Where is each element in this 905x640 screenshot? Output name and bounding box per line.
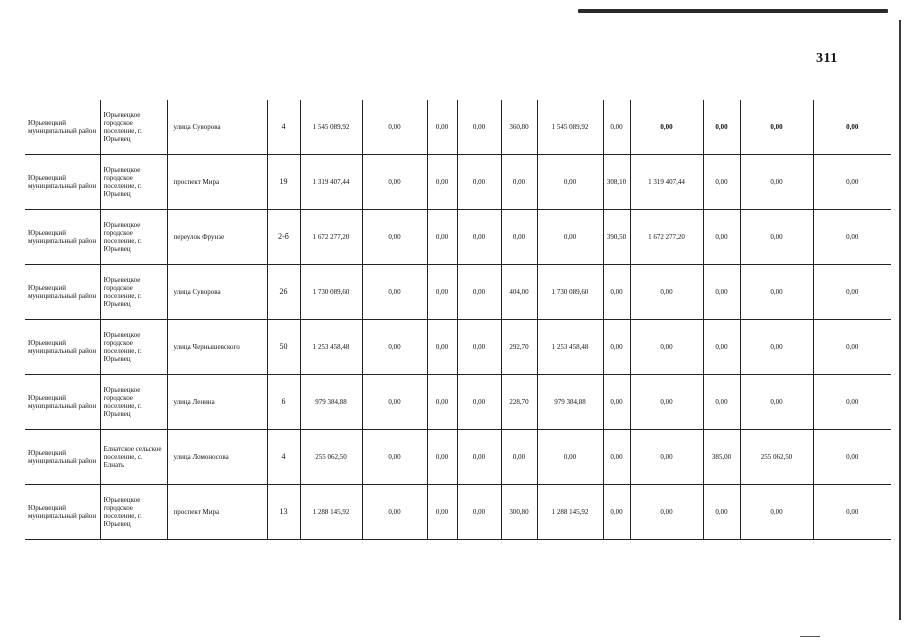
value-cell: 0,00: [362, 265, 427, 320]
cost-cell: 255 062,50: [740, 430, 813, 485]
area-cell: 0,00: [703, 155, 740, 210]
settlement-cell: Юрьевецкое городское поселение, г. Юрьевец: [100, 320, 167, 375]
value-cell: 0,00: [427, 265, 457, 320]
cost-cell: 0,00: [740, 155, 813, 210]
area-cell: 404,00: [501, 265, 537, 320]
settlement-cell: Юрьевецкое городское поселение, г. Юрьевец: [100, 265, 167, 320]
area-cell: 0,00: [603, 430, 630, 485]
cost-cell: 1 253 458,48: [537, 320, 603, 375]
scan-top-bar: [578, 9, 888, 13]
value-cell: 0,00: [427, 210, 457, 265]
table-row: [25, 320, 891, 375]
area-cell: 0,00: [703, 265, 740, 320]
scan-bottom-mark: [800, 636, 820, 637]
total-cost-cell: 1 672 277,20: [300, 210, 362, 265]
street-cell: проспект Мира: [167, 485, 267, 540]
value-cell: 0,00: [362, 485, 427, 540]
district-cell: Юрьевецкий муниципальный район: [25, 375, 100, 430]
total-cost-cell: 1 730 089,60: [300, 265, 362, 320]
cost-cell: 0,00: [630, 430, 703, 485]
housing-register-table: [25, 100, 891, 540]
district-cell: Юрьевецкий муниципальный район: [25, 155, 100, 210]
house-number-cell: 13: [267, 485, 300, 540]
area-cell: 0,00: [603, 485, 630, 540]
area-cell: 0,00: [603, 265, 630, 320]
value-cell: 0,00: [457, 320, 501, 375]
value-cell: 0,00: [457, 155, 501, 210]
value-cell: 0,00: [813, 485, 891, 540]
area-cell: 390,50: [603, 210, 630, 265]
street-cell: улица Суворова: [167, 100, 267, 155]
cost-cell: 0,00: [537, 155, 603, 210]
cost-cell: 0,00: [740, 100, 813, 155]
cost-cell: 1 545 089,92: [537, 100, 603, 155]
value-cell: 0,00: [362, 320, 427, 375]
house-number-cell: 4: [267, 430, 300, 485]
district-cell: Юрьевецкий муниципальный район: [25, 485, 100, 540]
table-row: [25, 485, 891, 540]
value-cell: 0,00: [457, 430, 501, 485]
street-cell: улица Суворова: [167, 265, 267, 320]
value-cell: 0,00: [457, 485, 501, 540]
district-cell: Юрьевецкий муниципальный район: [25, 100, 100, 155]
area-cell: 308,10: [603, 155, 630, 210]
value-cell: 0,00: [427, 430, 457, 485]
street-cell: проспект Мира: [167, 155, 267, 210]
cost-cell: 0,00: [740, 485, 813, 540]
value-cell: 0,00: [457, 265, 501, 320]
table-body: [25, 100, 891, 540]
cost-cell: 0,00: [537, 210, 603, 265]
cost-cell: 979 384,88: [537, 375, 603, 430]
value-cell: 0,00: [813, 155, 891, 210]
value-cell: 0,00: [362, 210, 427, 265]
area-cell: 0,00: [501, 210, 537, 265]
value-cell: 0,00: [362, 430, 427, 485]
cost-cell: 0,00: [740, 265, 813, 320]
value-cell: 0,00: [427, 375, 457, 430]
cost-cell: 0,00: [630, 485, 703, 540]
street-cell: улица Ленина: [167, 375, 267, 430]
table-row: [25, 265, 891, 320]
area-cell: 0,00: [501, 430, 537, 485]
area-cell: 385,00: [703, 430, 740, 485]
value-cell: 0,00: [813, 100, 891, 155]
value-cell: 0,00: [457, 210, 501, 265]
value-cell: 0,00: [813, 265, 891, 320]
cost-cell: 0,00: [630, 265, 703, 320]
street-cell: переулок Фрунзе: [167, 210, 267, 265]
total-cost-cell: 1 319 407,44: [300, 155, 362, 210]
settlement-cell: Юрьевецкое городское поселение, г. Юрьевец: [100, 155, 167, 210]
cost-cell: 1 288 145,92: [537, 485, 603, 540]
total-cost-cell: 979 384,88: [300, 375, 362, 430]
area-cell: 0,00: [703, 375, 740, 430]
area-cell: 0,00: [703, 210, 740, 265]
area-cell: 228,70: [501, 375, 537, 430]
value-cell: 0,00: [427, 320, 457, 375]
district-cell: Юрьевецкий муниципальный район: [25, 210, 100, 265]
cost-cell: 1 730 089,60: [537, 265, 603, 320]
cost-cell: 0,00: [740, 375, 813, 430]
value-cell: 0,00: [362, 100, 427, 155]
total-cost-cell: 255 062,50: [300, 430, 362, 485]
value-cell: 0,00: [813, 430, 891, 485]
total-cost-cell: 1 288 145,92: [300, 485, 362, 540]
value-cell: 0,00: [813, 210, 891, 265]
settlement-cell: Юрьевецкое городское поселение, г. Юрьевец: [100, 100, 167, 155]
table-row: [25, 100, 891, 155]
cost-cell: 0,00: [537, 430, 603, 485]
house-number-cell: 26: [267, 265, 300, 320]
cost-cell: 1 319 407,44: [630, 155, 703, 210]
value-cell: 0,00: [457, 100, 501, 155]
district-cell: Юрьевецкий муниципальный район: [25, 320, 100, 375]
settlement-cell: Юрьевецкое городское поселение, г. Юрьевец: [100, 210, 167, 265]
value-cell: 0,00: [362, 375, 427, 430]
house-number-cell: 2-б: [267, 210, 300, 265]
scan-right-edge: [899, 20, 901, 620]
area-cell: 0,00: [703, 320, 740, 375]
settlement-cell: Юрьевецкое городское поселение, г. Юрьевец: [100, 375, 167, 430]
street-cell: улица Ломоносова: [167, 430, 267, 485]
area-cell: 0,00: [703, 100, 740, 155]
area-cell: 0,00: [703, 485, 740, 540]
settlement-cell: Елнатское сельское поселение, с. Елнать: [100, 430, 167, 485]
total-cost-cell: 1 253 458,48: [300, 320, 362, 375]
area-cell: 292,70: [501, 320, 537, 375]
value-cell: 0,00: [362, 155, 427, 210]
house-number-cell: 4: [267, 100, 300, 155]
cost-cell: 0,00: [630, 100, 703, 155]
area-cell: 0,00: [603, 375, 630, 430]
cost-cell: 0,00: [630, 375, 703, 430]
value-cell: 0,00: [427, 100, 457, 155]
table-row: [25, 375, 891, 430]
house-number-cell: 19: [267, 155, 300, 210]
page-number: 311: [816, 51, 838, 66]
table-row: [25, 155, 891, 210]
settlement-cell: Юрьевецкое городское поселение, г. Юрьевец: [100, 485, 167, 540]
cost-cell: 0,00: [740, 320, 813, 375]
cost-cell: 1 672 277,20: [630, 210, 703, 265]
cost-cell: 0,00: [740, 210, 813, 265]
table-row: [25, 430, 891, 485]
total-cost-cell: 1 545 089,92: [300, 100, 362, 155]
area-cell: 0,00: [603, 100, 630, 155]
value-cell: 0,00: [427, 485, 457, 540]
street-cell: улица Чернышевского: [167, 320, 267, 375]
cost-cell: 0,00: [630, 320, 703, 375]
value-cell: 0,00: [457, 375, 501, 430]
area-cell: 0,00: [501, 155, 537, 210]
table-row: [25, 210, 891, 265]
area-cell: 360,80: [501, 100, 537, 155]
area-cell: 300,80: [501, 485, 537, 540]
value-cell: 0,00: [427, 155, 457, 210]
house-number-cell: 50: [267, 320, 300, 375]
district-cell: Юрьевецкий муниципальный район: [25, 430, 100, 485]
value-cell: 0,00: [813, 375, 891, 430]
house-number-cell: 6: [267, 375, 300, 430]
value-cell: 0,00: [813, 320, 891, 375]
district-cell: Юрьевецкий муниципальный район: [25, 265, 100, 320]
area-cell: 0,00: [603, 320, 630, 375]
